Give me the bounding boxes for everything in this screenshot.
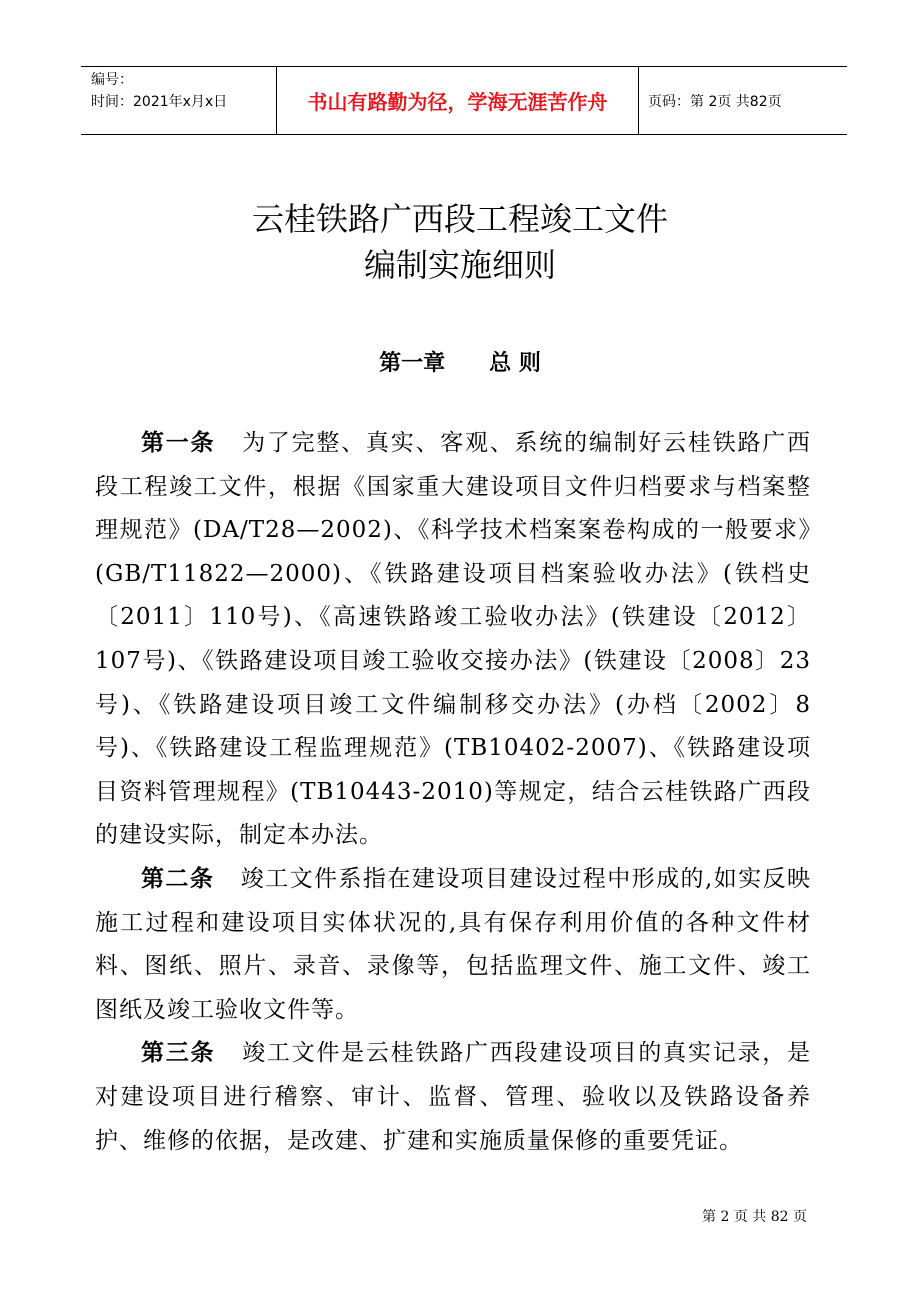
header-number-label: 编号：: [91, 72, 133, 88]
chapter-heading: [0, 346, 920, 382]
article-text: 竣工文件是云桂铁路广西段建设项目的真实记录，是对建设项目进行稽察、审计、监督、管理、验收以及铁路设备养护、维修的依据，是改建、扩建和实施质量保修的重要凭证。: [95, 1040, 812, 1154]
article-3: [95, 1032, 811, 1163]
article-2: [95, 858, 811, 1032]
header-time-label: 时间：2021年x月x日: [91, 94, 228, 110]
page-footer: 第 2 页 共 82 页: [702, 1209, 807, 1225]
document-body: [95, 422, 811, 1163]
document-title-line1: 云桂铁路广西段工程竣工文件: [251, 200, 668, 238]
article-1: [95, 422, 811, 858]
article-label: 第二条: [141, 865, 215, 892]
document-title-line2: 编制实施细则: [363, 246, 556, 284]
chapter-number: 第一章: [379, 351, 446, 376]
article-text: 竣工文件系指在建设项目建设过程中形成的,如实反映施工过程和建设项目实体状况的,具有保存利用价值的各种文件材料、图纸、照片、录音、录像等，包括监理文件、施工文件、竣工图纸及竣工验收文件等。: [95, 865, 812, 1023]
article-label: 第三条: [141, 1040, 216, 1067]
header-meta-cell: [81, 67, 277, 134]
header-page-info: 页码：第 2页 共82页: [648, 93, 782, 110]
page-header: [81, 66, 847, 135]
article-label: 第一条: [141, 430, 216, 456]
header-motto: 书山有路勤为径，学海无涯苦作舟: [277, 67, 639, 134]
chapter-name: 总 则: [489, 351, 541, 376]
article-text: 为了完整、真实、客观、系统的编制好云桂铁路广西段工程竣工文件，根据《国家重大建设项目文件归档要求与档案整理规范》(DA/T28—2002)、《科学技术档案案卷构成的一般要求》(GB/T11822—2000)、《铁路建设项目档案验收办法》(铁档史〔2011〕110号)、《高速铁路竣工验收办法》(铁建设〔2012〕107号)、《铁路建设项目竣工验收交接办法》(铁建设〔2008〕23号)、《铁路建设项目竣工文件编制移交办法》(办档〔2002〕8号)、《铁路建设工程监理规范》(TB10402-2007)、《铁路建设项目资料管理规程》(TB10443-2010)等规定，结合云桂铁路广西段的建设实际，制定本办法。: [95, 430, 812, 849]
